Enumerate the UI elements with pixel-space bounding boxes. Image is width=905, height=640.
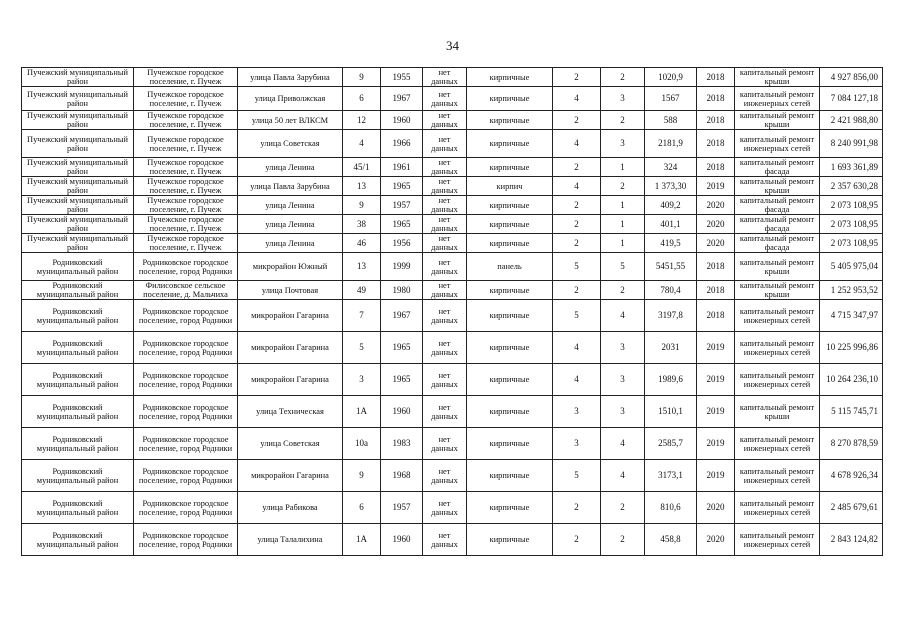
entrances-cell: 2 [601, 492, 645, 524]
data-status-cell: нет данных [423, 234, 467, 253]
floors-cell: 4 [553, 177, 601, 196]
settlement-cell: Пучежское городское поселение, г. Пучеж [134, 87, 238, 111]
table-row [22, 332, 883, 364]
street-cell: микрорайон Гагарина [238, 460, 343, 492]
floors-cell: 5 [553, 253, 601, 281]
house-number-cell: 12 [343, 111, 381, 130]
repair-year-cell: 2018 [697, 87, 735, 111]
data-status-cell: нет данных [423, 68, 467, 87]
district-cell: Пучежский муниципальный район [22, 177, 134, 196]
repair-type-cell: капитальный ремонт фасада [735, 234, 820, 253]
repair-year-cell: 2019 [697, 364, 735, 396]
area-cell: 1 373,30 [645, 177, 697, 196]
floors-cell: 2 [553, 68, 601, 87]
house-number-cell: 13 [343, 253, 381, 281]
repair-year-cell: 2019 [697, 396, 735, 428]
house-number-cell: 5 [343, 332, 381, 364]
data-status-cell: нет данных [423, 364, 467, 396]
table-row [22, 215, 883, 234]
repair-year-cell: 2020 [697, 215, 735, 234]
street-cell: улица Советская [238, 428, 343, 460]
entrances-cell: 2 [601, 281, 645, 300]
entrances-cell: 3 [601, 364, 645, 396]
cost-cell: 8 240 991,98 [820, 130, 883, 158]
area-cell: 3173,1 [645, 460, 697, 492]
year-cell: 1965 [381, 332, 423, 364]
area-cell: 458,8 [645, 524, 697, 556]
cost-cell: 10 264 236,10 [820, 364, 883, 396]
district-cell: Родниковский муниципальный район [22, 253, 134, 281]
repair-year-cell: 2020 [697, 196, 735, 215]
entrances-cell: 4 [601, 428, 645, 460]
settlement-cell: Пучежское городское поселение, г. Пучеж [134, 68, 238, 87]
entrances-cell: 1 [601, 234, 645, 253]
entrances-cell: 3 [601, 130, 645, 158]
street-cell: микрорайон Южный [238, 253, 343, 281]
cost-cell: 2 357 630,28 [820, 177, 883, 196]
house-number-cell: 4 [343, 130, 381, 158]
wall-material-cell: кирпичные [467, 524, 553, 556]
area-cell: 1989,6 [645, 364, 697, 396]
area-cell: 5451,55 [645, 253, 697, 281]
settlement-cell: Родниковское городское поселение, город Родники [134, 524, 238, 556]
floors-cell: 5 [553, 300, 601, 332]
street-cell: улица Приволжская [238, 87, 343, 111]
wall-material-cell: кирпичные [467, 130, 553, 158]
area-cell: 401,1 [645, 215, 697, 234]
district-cell: Родниковский муниципальный район [22, 428, 134, 460]
floors-cell: 3 [553, 428, 601, 460]
table-row [22, 492, 883, 524]
cost-cell: 2 421 988,80 [820, 111, 883, 130]
repair-year-cell: 2019 [697, 177, 735, 196]
data-status-cell: нет данных [423, 177, 467, 196]
floors-cell: 3 [553, 396, 601, 428]
district-cell: Родниковский муниципальный район [22, 396, 134, 428]
table-row [22, 396, 883, 428]
floors-cell: 5 [553, 460, 601, 492]
wall-material-cell: кирпичные [467, 492, 553, 524]
year-cell: 1961 [381, 158, 423, 177]
district-cell: Пучежский муниципальный район [22, 130, 134, 158]
wall-material-cell: кирпичные [467, 281, 553, 300]
area-cell: 588 [645, 111, 697, 130]
district-cell: Родниковский муниципальный район [22, 524, 134, 556]
repair-type-cell: капитальный ремонт инженерных сетей [735, 364, 820, 396]
repair-type-cell: капитальный ремонт инженерных сетей [735, 300, 820, 332]
house-number-cell: 3 [343, 364, 381, 396]
cost-cell: 5 405 975,04 [820, 253, 883, 281]
cost-cell: 8 270 878,59 [820, 428, 883, 460]
repair-year-cell: 2019 [697, 332, 735, 364]
repair-year-cell: 2018 [697, 111, 735, 130]
data-status-cell: нет данных [423, 281, 467, 300]
page-number: 34 [446, 38, 459, 53]
data-status-cell: нет данных [423, 253, 467, 281]
street-cell: улица Павла Зарубина [238, 68, 343, 87]
entrances-cell: 1 [601, 196, 645, 215]
wall-material-cell: кирпичные [467, 158, 553, 177]
repair-year-cell: 2018 [697, 158, 735, 177]
area-cell: 419,5 [645, 234, 697, 253]
cost-cell: 1 693 361,89 [820, 158, 883, 177]
house-number-cell: 6 [343, 492, 381, 524]
floors-cell: 2 [553, 492, 601, 524]
settlement-cell: Родниковское городское поселение, город Родники [134, 364, 238, 396]
settlement-cell: Родниковское городское поселение, город Родники [134, 253, 238, 281]
table-row [22, 253, 883, 281]
floors-cell: 2 [553, 234, 601, 253]
house-number-cell: 13 [343, 177, 381, 196]
year-cell: 1983 [381, 428, 423, 460]
settlement-cell: Родниковское городское поселение, город Родники [134, 492, 238, 524]
area-cell: 780,4 [645, 281, 697, 300]
data-status-cell: нет данных [423, 332, 467, 364]
district-cell: Пучежский муниципальный район [22, 158, 134, 177]
street-cell: улица 50 лет ВЛКСМ [238, 111, 343, 130]
street-cell: улица Ленина [238, 158, 343, 177]
data-status-cell: нет данных [423, 87, 467, 111]
table-row [22, 68, 883, 87]
wall-material-cell: кирпич [467, 177, 553, 196]
area-cell: 409,2 [645, 196, 697, 215]
wall-material-cell: кирпичные [467, 196, 553, 215]
year-cell: 1960 [381, 524, 423, 556]
settlement-cell: Родниковское городское поселение, город Родники [134, 396, 238, 428]
street-cell: улица Техническая [238, 396, 343, 428]
cost-cell: 4 927 856,00 [820, 68, 883, 87]
year-cell: 1955 [381, 68, 423, 87]
repair-year-cell: 2018 [697, 300, 735, 332]
district-cell: Родниковский муниципальный район [22, 364, 134, 396]
area-cell: 1020,9 [645, 68, 697, 87]
repair-type-cell: капитальный ремонт крыши [735, 396, 820, 428]
floors-cell: 4 [553, 130, 601, 158]
wall-material-cell: кирпичные [467, 332, 553, 364]
district-cell: Родниковский муниципальный район [22, 281, 134, 300]
street-cell: улица Почтовая [238, 281, 343, 300]
year-cell: 1966 [381, 130, 423, 158]
year-cell: 1965 [381, 364, 423, 396]
wall-material-cell: панель [467, 253, 553, 281]
repair-year-cell: 2019 [697, 428, 735, 460]
area-cell: 324 [645, 158, 697, 177]
data-status-cell: нет данных [423, 196, 467, 215]
entrances-cell: 4 [601, 300, 645, 332]
table-row [22, 364, 883, 396]
settlement-cell: Пучежское городское поселение, г. Пучеж [134, 130, 238, 158]
wall-material-cell: кирпичные [467, 396, 553, 428]
repair-type-cell: капитальный ремонт крыши [735, 111, 820, 130]
street-cell: улица Павла Зарубина [238, 177, 343, 196]
settlement-cell: Пучежское городское поселение, г. Пучеж [134, 215, 238, 234]
year-cell: 1960 [381, 111, 423, 130]
area-cell: 2585,7 [645, 428, 697, 460]
wall-material-cell: кирпичные [467, 300, 553, 332]
settlement-cell: Родниковское городское поселение, город Родники [134, 428, 238, 460]
table-row [22, 234, 883, 253]
settlement-cell: Родниковское городское поселение, город Родники [134, 332, 238, 364]
year-cell: 1967 [381, 87, 423, 111]
repair-type-cell: капитальный ремонт фасада [735, 158, 820, 177]
repair-year-cell: 2018 [697, 253, 735, 281]
district-cell: Пучежский муниципальный район [22, 111, 134, 130]
data-status-cell: нет данных [423, 396, 467, 428]
year-cell: 1960 [381, 396, 423, 428]
district-cell: Пучежский муниципальный район [22, 215, 134, 234]
entrances-cell: 1 [601, 215, 645, 234]
wall-material-cell: кирпичные [467, 68, 553, 87]
repair-year-cell: 2018 [697, 281, 735, 300]
wall-material-cell: кирпичные [467, 428, 553, 460]
repair-type-cell: капитальный ремонт инженерных сетей [735, 130, 820, 158]
year-cell: 1999 [381, 253, 423, 281]
year-cell: 1957 [381, 492, 423, 524]
year-cell: 1965 [381, 215, 423, 234]
house-number-cell: 46 [343, 234, 381, 253]
table-row [22, 460, 883, 492]
data-status-cell: нет данных [423, 428, 467, 460]
house-number-cell: 9 [343, 196, 381, 215]
repair-type-cell: капитальный ремонт крыши [735, 253, 820, 281]
floors-cell: 2 [553, 215, 601, 234]
cost-cell: 2 485 679,61 [820, 492, 883, 524]
wall-material-cell: кирпичные [467, 215, 553, 234]
entrances-cell: 1 [601, 158, 645, 177]
area-cell: 2181,9 [645, 130, 697, 158]
repair-year-cell: 2018 [697, 130, 735, 158]
table-row [22, 158, 883, 177]
repair-type-cell: капитальный ремонт фасада [735, 196, 820, 215]
repair-type-cell: капитальный ремонт инженерных сетей [735, 524, 820, 556]
data-status-cell: нет данных [423, 130, 467, 158]
table-row [22, 177, 883, 196]
year-cell: 1965 [381, 177, 423, 196]
wall-material-cell: кирпичные [467, 460, 553, 492]
house-number-cell: 1А [343, 396, 381, 428]
house-number-cell: 9 [343, 460, 381, 492]
area-cell: 1510,1 [645, 396, 697, 428]
floors-cell: 4 [553, 87, 601, 111]
settlement-cell: Родниковское городское поселение, город Родники [134, 300, 238, 332]
area-cell: 810,6 [645, 492, 697, 524]
area-cell: 3197,8 [645, 300, 697, 332]
entrances-cell: 3 [601, 87, 645, 111]
repair-type-cell: капитальный ремонт инженерных сетей [735, 332, 820, 364]
data-status-cell: нет данных [423, 158, 467, 177]
settlement-cell: Пучежское городское поселение, г. Пучеж [134, 111, 238, 130]
street-cell: микрорайон Гагарина [238, 332, 343, 364]
cost-cell: 2 073 108,95 [820, 215, 883, 234]
data-status-cell: нет данных [423, 524, 467, 556]
entrances-cell: 2 [601, 111, 645, 130]
house-number-cell: 7 [343, 300, 381, 332]
repair-year-cell: 2019 [697, 460, 735, 492]
cost-cell: 2 073 108,95 [820, 234, 883, 253]
cost-cell: 7 084 127,18 [820, 87, 883, 111]
district-cell: Пучежский муниципальный район [22, 234, 134, 253]
housing-repair-table [21, 67, 883, 556]
table-row [22, 196, 883, 215]
house-number-cell: 10а [343, 428, 381, 460]
table-row [22, 524, 883, 556]
settlement-cell: Филисовское сельское поселение, д. Мальчиха [134, 281, 238, 300]
street-cell: улица Ленина [238, 196, 343, 215]
floors-cell: 2 [553, 281, 601, 300]
year-cell: 1956 [381, 234, 423, 253]
cost-cell: 2 843 124,82 [820, 524, 883, 556]
floors-cell: 4 [553, 364, 601, 396]
wall-material-cell: кирпичные [467, 111, 553, 130]
repair-type-cell: капитальный ремонт инженерных сетей [735, 87, 820, 111]
cost-cell: 5 115 745,71 [820, 396, 883, 428]
district-cell: Родниковский муниципальный район [22, 332, 134, 364]
district-cell: Родниковский муниципальный район [22, 460, 134, 492]
district-cell: Пучежский муниципальный район [22, 87, 134, 111]
wall-material-cell: кирпичные [467, 364, 553, 396]
repair-year-cell: 2020 [697, 492, 735, 524]
data-status-cell: нет данных [423, 300, 467, 332]
repair-type-cell: капитальный ремонт фасада [735, 215, 820, 234]
house-number-cell: 49 [343, 281, 381, 300]
floors-cell: 2 [553, 196, 601, 215]
table-row [22, 111, 883, 130]
cost-cell: 2 073 108,95 [820, 196, 883, 215]
year-cell: 1957 [381, 196, 423, 215]
table-row [22, 87, 883, 111]
repair-type-cell: капитальный ремонт крыши [735, 68, 820, 87]
repair-year-cell: 2018 [697, 68, 735, 87]
repair-type-cell: капитальный ремонт инженерных сетей [735, 460, 820, 492]
district-cell: Родниковский муниципальный район [22, 300, 134, 332]
entrances-cell: 2 [601, 524, 645, 556]
street-cell: микрорайон Гагарина [238, 300, 343, 332]
data-status-cell: нет данных [423, 111, 467, 130]
settlement-cell: Пучежское городское поселение, г. Пучеж [134, 234, 238, 253]
data-status-cell: нет данных [423, 492, 467, 524]
wall-material-cell: кирпичные [467, 87, 553, 111]
repair-type-cell: капитальный ремонт крыши [735, 177, 820, 196]
repair-year-cell: 2020 [697, 234, 735, 253]
repair-type-cell: капитальный ремонт инженерных сетей [735, 428, 820, 460]
entrances-cell: 4 [601, 460, 645, 492]
repair-type-cell: капитальный ремонт крыши [735, 281, 820, 300]
repair-year-cell: 2020 [697, 524, 735, 556]
settlement-cell: Пучежское городское поселение, г. Пучеж [134, 196, 238, 215]
cost-cell: 1 252 953,52 [820, 281, 883, 300]
floors-cell: 4 [553, 332, 601, 364]
floors-cell: 2 [553, 158, 601, 177]
table-row [22, 130, 883, 158]
table-row [22, 300, 883, 332]
floors-cell: 2 [553, 524, 601, 556]
data-status-cell: нет данных [423, 460, 467, 492]
district-cell: Пучежский муниципальный район [22, 68, 134, 87]
floors-cell: 2 [553, 111, 601, 130]
year-cell: 1980 [381, 281, 423, 300]
district-cell: Пучежский муниципальный район [22, 196, 134, 215]
cost-cell: 4 678 926,34 [820, 460, 883, 492]
area-cell: 2031 [645, 332, 697, 364]
year-cell: 1967 [381, 300, 423, 332]
table-row [22, 428, 883, 460]
cost-cell: 4 715 347,97 [820, 300, 883, 332]
street-cell: улица Ленина [238, 234, 343, 253]
street-cell: улица Ленина [238, 215, 343, 234]
house-number-cell: 45/1 [343, 158, 381, 177]
settlement-cell: Родниковское городское поселение, город Родники [134, 460, 238, 492]
house-number-cell: 38 [343, 215, 381, 234]
settlement-cell: Пучежское городское поселение, г. Пучеж [134, 158, 238, 177]
entrances-cell: 3 [601, 396, 645, 428]
house-number-cell: 6 [343, 87, 381, 111]
wall-material-cell: кирпичные [467, 234, 553, 253]
table-row [22, 281, 883, 300]
area-cell: 1567 [645, 87, 697, 111]
street-cell: микрорайон Гагарина [238, 364, 343, 396]
entrances-cell: 2 [601, 68, 645, 87]
street-cell: улица Талалихина [238, 524, 343, 556]
cost-cell: 10 225 996,86 [820, 332, 883, 364]
house-number-cell: 9 [343, 68, 381, 87]
entrances-cell: 5 [601, 253, 645, 281]
data-status-cell: нет данных [423, 215, 467, 234]
district-cell: Родниковский муниципальный район [22, 492, 134, 524]
house-number-cell: 1А [343, 524, 381, 556]
street-cell: улица Рабикова [238, 492, 343, 524]
repair-type-cell: капитальный ремонт инженерных сетей [735, 492, 820, 524]
entrances-cell: 2 [601, 177, 645, 196]
settlement-cell: Пучежское городское поселение, г. Пучеж [134, 177, 238, 196]
street-cell: улица Советская [238, 130, 343, 158]
entrances-cell: 3 [601, 332, 645, 364]
year-cell: 1968 [381, 460, 423, 492]
